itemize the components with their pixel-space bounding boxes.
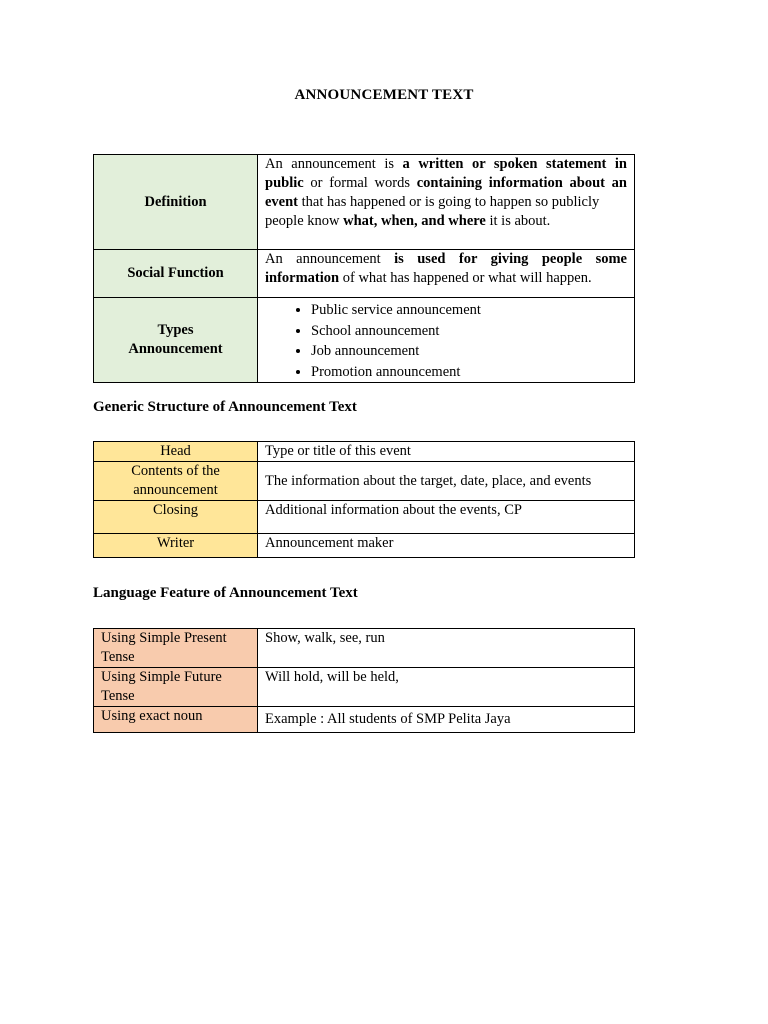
- feature-label: Using Simple Future Tense: [94, 668, 258, 707]
- types-cell: [258, 298, 635, 383]
- table-row: [94, 501, 635, 534]
- feature-value: Will hold, will be held,: [258, 668, 635, 707]
- definition-paragraph: An announcement is a written or spoken statement in public or formal words containing information about an event that has happened or is going to happen so publicly: [265, 156, 627, 210]
- table-row: [94, 462, 635, 501]
- structure-value: Additional information about the events, CP: [258, 501, 635, 534]
- definition-cell: [258, 155, 635, 250]
- table-row: [94, 250, 635, 298]
- table-row: [94, 707, 635, 733]
- section-heading: Language Feature of Announcement Text: [93, 585, 358, 601]
- structure-label: Head: [94, 442, 258, 462]
- types-list: [265, 300, 627, 382]
- list-item: • Public service announcement: [311, 300, 627, 321]
- page-title: ANNOUNCEMENT TEXT: [294, 87, 474, 103]
- social-function-label: Social Function: [94, 250, 258, 298]
- definition-table: [93, 154, 635, 383]
- table-row: [94, 298, 635, 383]
- language-feature-table: [93, 628, 635, 733]
- section-heading: Generic Structure of Announcement Text: [93, 399, 357, 415]
- feature-label: Using exact noun: [94, 707, 258, 733]
- structure-label: Writer: [94, 534, 258, 558]
- list-item: • Promotion announcement: [311, 362, 627, 383]
- table-row: [94, 155, 635, 250]
- types-label-line: Announcement: [128, 341, 223, 357]
- generic-structure-table: [93, 441, 635, 558]
- table-row: [94, 668, 635, 707]
- social-function-cell: An announcement is used for giving people some information of what has happened or what will happen.: [258, 250, 635, 298]
- types-label-line: Types: [157, 322, 194, 338]
- feature-label: Using Simple Present Tense: [94, 629, 258, 668]
- structure-value: The information about the target, date, place, and events: [258, 462, 635, 501]
- list-item: • Job announcement: [311, 341, 627, 362]
- feature-value: Example : All students of SMP Pelita Jaya: [258, 707, 635, 733]
- structure-label: Closing: [94, 501, 258, 534]
- table-row: [94, 629, 635, 668]
- table-row: [94, 442, 635, 462]
- structure-label: Contents of the announcement: [94, 462, 258, 501]
- list-item: • School announcement: [311, 321, 627, 342]
- types-label: [94, 298, 258, 383]
- feature-value: Show, walk, see, run: [258, 629, 635, 668]
- table-row: [94, 534, 635, 558]
- structure-value: Type or title of this event: [258, 442, 635, 462]
- definition-label: Definition: [94, 155, 258, 250]
- structure-value: Announcement maker: [258, 534, 635, 558]
- definition-paragraph-2: people know what, when, and where it is about.: [265, 213, 551, 229]
